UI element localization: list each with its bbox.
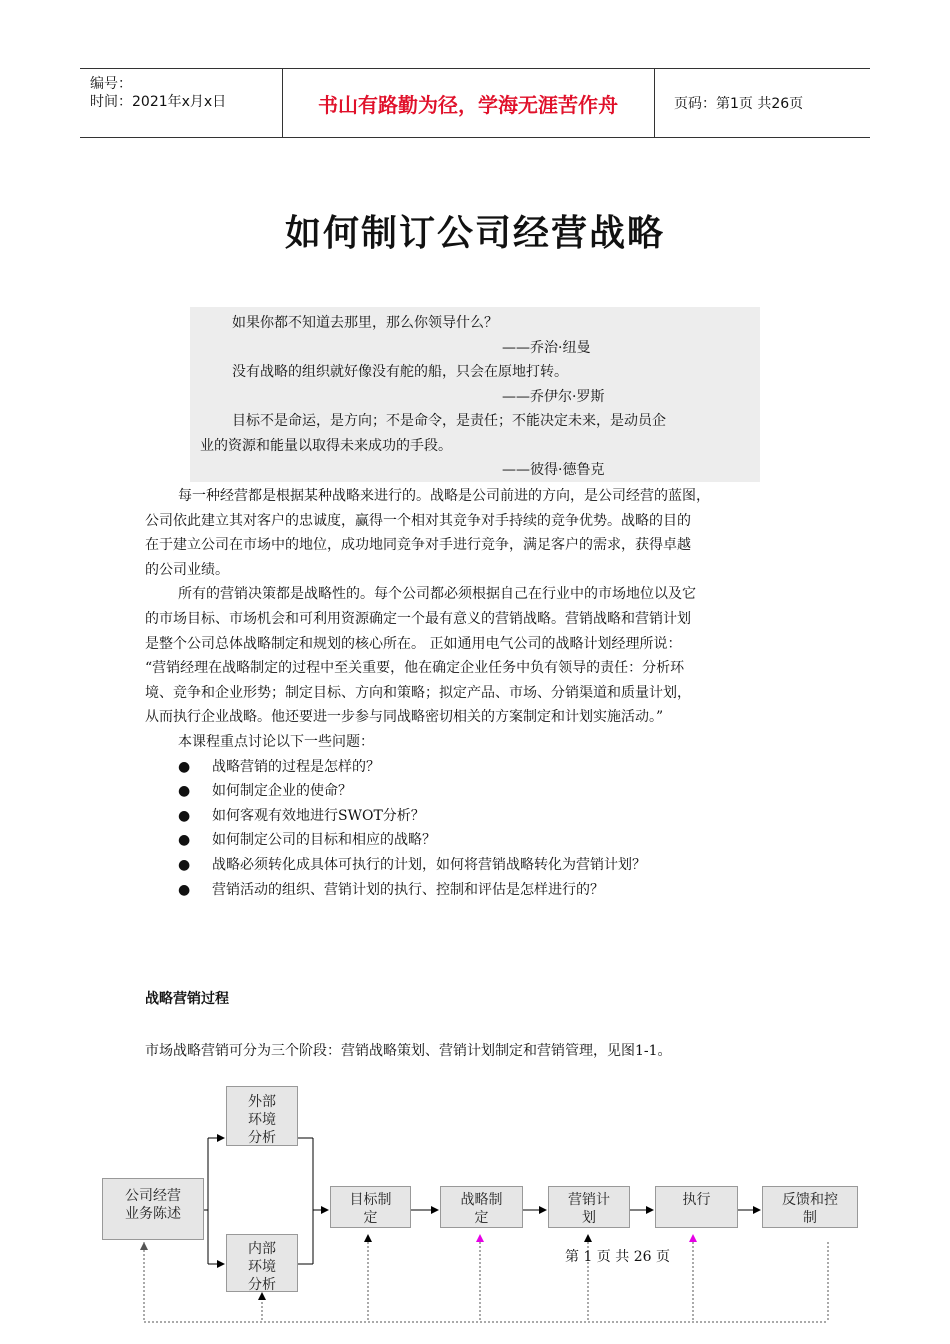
paragraph-2-line: 是整个公司总体战略制定和规划的核心所在。 正如通用电气公司的战略计划经理所说：: [145, 635, 682, 652]
paragraph-2-line: 从而执行企业战略。他还要进一步参与同战略密切相关的方案制定和计划实施活动。”: [145, 709, 664, 726]
paragraph-1-line: 在于建立公司在市场中的地位，成功地同竞争对手进行竞争，满足客户的需求，获得卓越: [145, 537, 691, 554]
node-goal-setting: [330, 1186, 411, 1228]
paragraph-3: 本课程重点讨论以下一些问题：: [178, 733, 374, 750]
arrowhead-icon: [584, 1234, 592, 1242]
bullet-dot-icon: ●: [178, 758, 191, 775]
node-strategy-setting: [440, 1186, 523, 1228]
bullet-dot-icon: ●: [178, 807, 191, 824]
node-label: 外部: [248, 1094, 276, 1110]
node-execution: [655, 1186, 738, 1228]
node-label: 定: [474, 1210, 489, 1226]
node-feedback-control: [762, 1186, 858, 1228]
node-label: 定: [363, 1210, 378, 1226]
node-label: 制: [803, 1210, 817, 1226]
bullet-text: 如何制定公司的目标和相应的战略？: [212, 832, 436, 849]
section-intro: 市场战略营销可分为三个阶段：营销战略策划、营销计划制定和营销管理，见图1-1。: [145, 1043, 672, 1059]
paragraph-1-line: 每一种经营都是根据某种战略来进行的。战略是公司前进的方向，是公司经营的蓝图，: [178, 488, 710, 504]
paragraph-1-line: 公司依此建立其对客户的忠诚度，赢得一个相对其竞争对手持续的竞争优势。战略的目的: [145, 512, 691, 529]
node-label: 划: [582, 1210, 596, 1226]
node-external-analysis: [226, 1086, 298, 1146]
quote-text-1: 如果你都不知道去那里，那么你领导什么？: [232, 315, 498, 331]
bullet-text: 营销活动的组织、营销计划的执行、控制和评估是怎样进行的？: [212, 881, 604, 898]
arrowhead-icon: [140, 1242, 148, 1250]
paragraph-2-line: 境、竞争和企业形势；制定目标、方向和策略；拟定产品、市场、分销渠道和质量计划，: [145, 684, 691, 701]
bullet-dot-icon: ●: [178, 856, 191, 873]
arrowhead-magenta-icon: [476, 1234, 484, 1242]
node-label: 执行: [682, 1192, 711, 1208]
section-title: 战略营销过程: [145, 991, 229, 1007]
node-internal-analysis: [226, 1234, 298, 1292]
arrowhead-icon: [364, 1234, 372, 1242]
node-label: 环境: [248, 1112, 276, 1128]
number-label: 编号：: [90, 76, 132, 92]
node-label: 营销计: [568, 1192, 610, 1208]
quote-author-2: ——乔伊尔·罗斯: [502, 388, 605, 405]
header-motto: 书山有路勤为径，学海无涯苦作舟: [282, 69, 655, 137]
arrowhead-magenta-icon: [689, 1234, 697, 1242]
bullet-dot-icon: ●: [178, 832, 191, 849]
bullet-text: 战略营销的过程是怎样的？: [212, 758, 380, 775]
paragraph-1-line: 的公司业绩。: [145, 561, 229, 578]
paragraph-2-line: “营销经理在战略制定的过程中至关重要，他在确定企业任务中负有领导的责任：分析环: [145, 660, 685, 677]
node-label: 战略制: [460, 1192, 503, 1208]
page-info-text: 页码：第1页 共26页: [674, 96, 804, 112]
node-label: 分析: [248, 1277, 276, 1293]
time-label: 时间：2021年x月x日: [90, 94, 227, 110]
quote-text-2: 没有战略的组织就好像没有舵的船，只会在原地打转。: [232, 364, 568, 380]
document-title: 如何制订公司经营战略: [284, 213, 665, 254]
bullet-text: 战略必须转化成具体可执行的计划，如何将营销战略转化为营销计划？: [212, 856, 646, 873]
quote-text-3-cont: 业的资源和能量以取得未来成功的手段。: [200, 437, 452, 454]
paragraph-2-line: 所有的营销决策都是战略性的。每个公司都必须根据自己在行业中的市场地位以及它: [178, 586, 696, 603]
paragraph-2-line: 的市场目标、市场机会和可利用资源确定一个最有意义的营销战略。营销战略和营销计划: [145, 610, 691, 627]
bullet-dot-icon: ●: [178, 881, 191, 898]
bullet-dot-icon: ●: [178, 783, 191, 800]
node-label: 业务陈述: [125, 1206, 181, 1222]
node-label: 内部: [248, 1241, 276, 1257]
page-footer: 第 1 页 共 26 页: [565, 1249, 670, 1265]
node-marketing-plan: [548, 1186, 630, 1228]
node-label: 反馈和控: [782, 1192, 838, 1208]
node-label: 目标制: [349, 1192, 392, 1208]
quote-author-1: ——乔治·纽曼: [502, 339, 591, 356]
bullet-text: 如何制定企业的使命？: [212, 783, 352, 800]
node-company-statement: [102, 1178, 204, 1240]
node-label: 公司经营: [125, 1188, 181, 1204]
quote-author-3: ——彼得·德鲁克: [502, 462, 605, 478]
node-label: 分析: [248, 1130, 276, 1146]
bullet-text: 如何客观有效地进行SWOT分析？: [212, 807, 425, 824]
quote-text-3: 目标不是命运，是方向；不是命令，是责任；不能决定未来，是动员企: [232, 413, 666, 429]
node-label: 环境: [248, 1259, 276, 1275]
